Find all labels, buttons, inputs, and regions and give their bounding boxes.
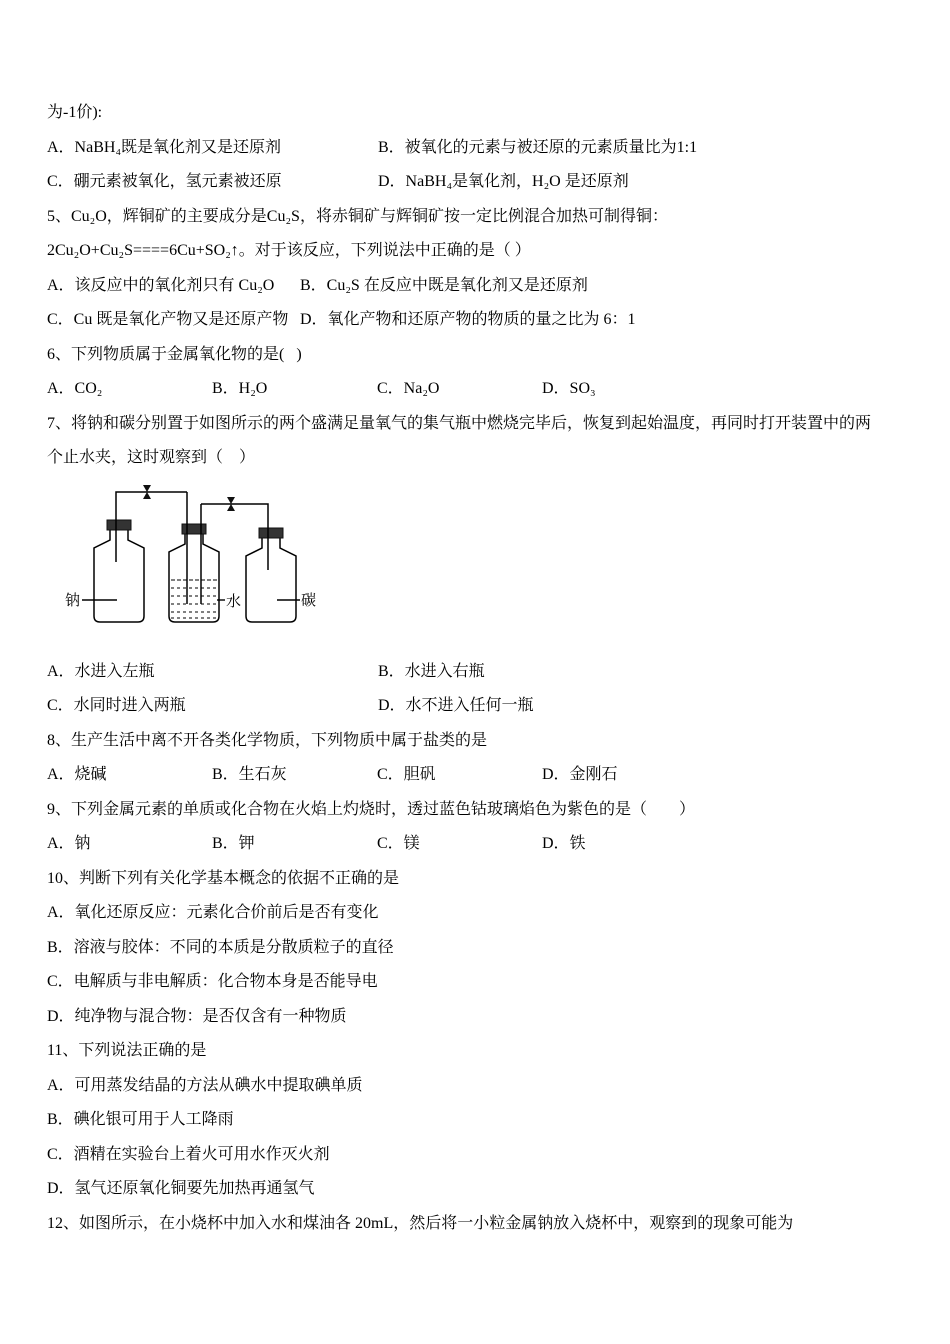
q10-stem: 10、判断下列有关化学基本概念的依据不正确的是	[47, 869, 400, 887]
q11-option-c: C．酒精在实验台上着火可用水作灭火剂	[47, 1145, 330, 1163]
q4-options-row-ab	[47, 131, 910, 166]
q7-options-row-ab	[47, 655, 910, 690]
q12-stem: 12、如图所示，在小烧杯中加入水和煤油各 20mL，然后将一小粒金属钠放入烧杯中，观察到的现象可能为	[47, 1214, 794, 1232]
middle-bottle-stopper	[182, 524, 206, 534]
label-sodium: 钠	[65, 592, 81, 609]
q8-option-d: D．金刚石	[542, 766, 618, 783]
q8-option-a: A．烧碱	[47, 766, 107, 783]
q8-option-b: B．生石灰	[212, 766, 287, 783]
q4-option-d: D．NaBH₄是氧化剂，H₂O 是还原剂	[378, 173, 629, 190]
q4-option-b: B．被氧化的元素与被还原的元素质量比为1:1	[378, 138, 698, 156]
q4-option-a: A．NaBH₄既是氧化剂又是还原剂	[47, 138, 282, 156]
q11-option-d: D．氢气还原氧化铜要先加热再通氢气	[47, 1180, 315, 1197]
q8-option-c: C．胆矾	[377, 766, 436, 783]
q7-option-d: D．水不进入任何一瓶	[378, 697, 534, 714]
q4-tail-text: 为-1价):	[47, 104, 103, 121]
q9-option-c: C．镁	[377, 835, 420, 852]
q10-option-d: D．纯净物与混合物：是否仅含有一种物质	[47, 1007, 347, 1025]
q6-option-d: D．SO₃	[542, 380, 596, 397]
q6-stem: 6、下列物质属于金属氧化物的是( )	[47, 345, 302, 363]
q8-stem: 8、生产生活中离不开各类化学物质，下列物质中属于盐类的是	[47, 731, 488, 749]
q6-options-row	[47, 372, 910, 407]
label-carbon: 碳	[301, 592, 317, 609]
q7-option-a: A．水进入左瓶	[47, 662, 155, 680]
water-surface-hatching	[171, 580, 217, 618]
q7-figure	[59, 482, 910, 647]
right-bottle-body	[246, 538, 296, 622]
q5-stem-line2: 2Cu₂O+Cu₂S====6Cu+SO₂↑。对于该反应，下列说法中正确的是（ ）	[47, 242, 531, 259]
q7-option-c: C．水同时进入两瓶	[47, 697, 186, 714]
q9-options-row	[47, 827, 910, 862]
q5-options-row-cd	[47, 303, 910, 338]
q6-option-a: A．CO₂	[47, 380, 103, 397]
q11-option-a: A．可用蒸发结晶的方法从碘水中提取碘单质	[47, 1076, 363, 1094]
q5-stem-line1: 5、Cu₂O，辉铜矿的主要成分是Cu₂S，将赤铜矿与辉铜矿按一定比例混合加热可制得铜：	[47, 207, 668, 225]
middle-bottle-body	[169, 534, 219, 622]
apparatus-diagram	[59, 482, 329, 647]
q5-option-b: B．Cu₂S 在反应中既是氧化剂又是还原剂	[300, 276, 588, 294]
left-bottle-body	[94, 530, 144, 622]
q9-stem: 9、下列金属元素的单质或化合物在火焰上灼烧时，透过蓝色钴玻璃焰色为紫色的是（ ）	[47, 800, 696, 818]
right-bottle-stopper	[259, 528, 283, 538]
right-connecting-tube	[201, 504, 268, 570]
q10-option-c: C．电解质与非电解质：化合物本身是否能导电	[47, 973, 378, 990]
q11-stem: 11、下列说法正确的是	[47, 1042, 207, 1059]
q5-option-c: C．Cu 既是氧化产物又是还原产物	[47, 311, 289, 328]
q5-option-a: A．该反应中的氧化剂只有 Cu₂O	[47, 276, 275, 294]
q6-option-b: B．H₂O	[212, 380, 268, 397]
q10-option-b: B．溶液与胶体：不同的本质是分散质粒子的直径	[47, 938, 394, 956]
q5-option-d: D．氧化产物和还原产物的物质的量之比为 6：1	[300, 311, 636, 328]
left-bottle-stopper	[107, 520, 131, 530]
q7-stem-line1: 7、将钠和碳分别置于如图所示的两个盛满足量氧气的集气瓶中燃烧完毕后，恢复到起始温度，再同时打开装置中的两	[47, 414, 872, 432]
q7-options-row-cd	[47, 689, 910, 724]
q11-option-b: B．碘化银可用于人工降雨	[47, 1111, 234, 1128]
q4-options-row-cd	[47, 165, 910, 200]
q8-options-row	[47, 758, 910, 793]
q9-option-d: D．铁	[542, 835, 586, 852]
q6-option-c: C．Na₂O	[377, 380, 440, 397]
q9-option-a: A．钠	[47, 835, 91, 852]
label-water: 水	[226, 593, 242, 610]
q5-options-row-ab	[47, 269, 910, 304]
q7-option-b: B．水进入右瓶	[378, 662, 485, 680]
q10-option-a: A．氧化还原反应：元素化合价前后是否有变化	[47, 904, 379, 921]
q9-option-b: B．钾	[212, 835, 255, 852]
q7-stem-line2: 个止水夹，这时观察到（ ）	[47, 449, 256, 466]
q4-option-c: C．硼元素被氧化，氢元素被还原	[47, 173, 282, 190]
